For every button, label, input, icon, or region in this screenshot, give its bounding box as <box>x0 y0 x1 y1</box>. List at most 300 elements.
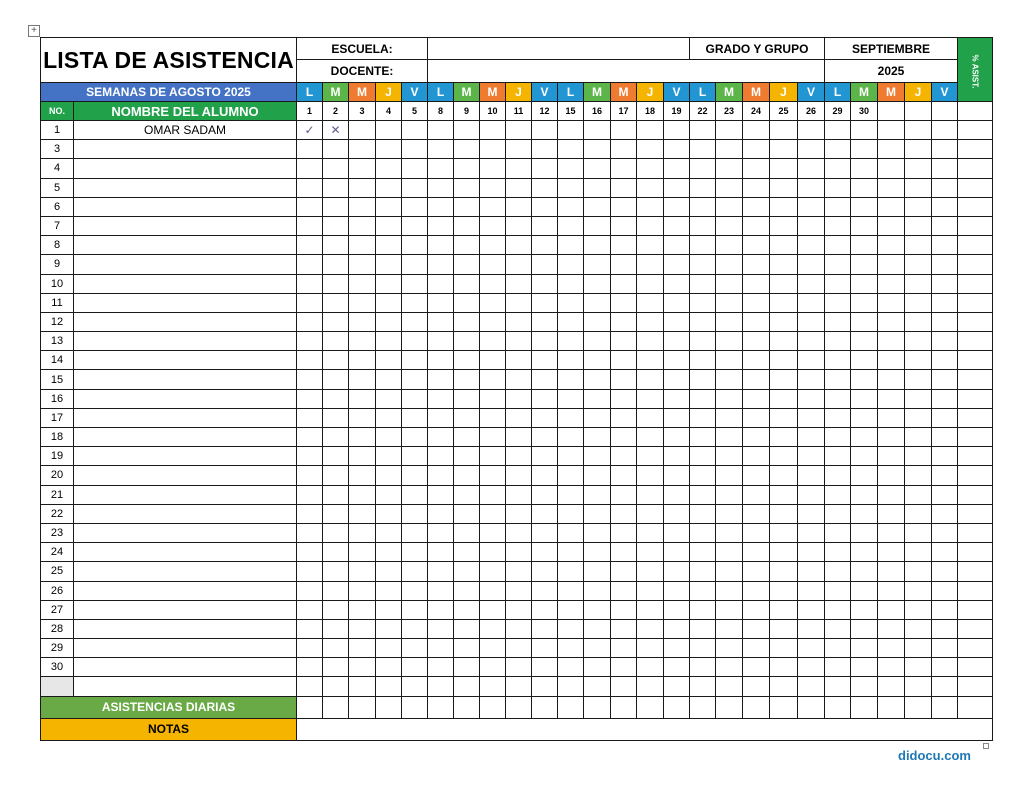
student-name[interactable] <box>74 600 297 619</box>
daily-total-cell[interactable] <box>716 696 743 718</box>
attendance-cell[interactable] <box>532 389 558 408</box>
attendance-cell[interactable] <box>770 523 798 542</box>
attendance-cell[interactable] <box>637 619 664 638</box>
attendance-cell[interactable] <box>532 332 558 351</box>
attendance-cell[interactable] <box>297 197 323 216</box>
attendance-cell[interactable] <box>716 370 743 389</box>
table-resize-handle-icon[interactable] <box>983 743 989 749</box>
attendance-cell[interactable] <box>584 658 611 677</box>
attendance-cell[interactable] <box>851 216 878 235</box>
attendance-cell[interactable] <box>716 447 743 466</box>
attendance-cell[interactable] <box>558 543 584 562</box>
attendance-cell[interactable] <box>637 121 664 140</box>
attendance-cell[interactable] <box>851 447 878 466</box>
attendance-cell[interactable] <box>851 543 878 562</box>
attendance-cell[interactable] <box>349 351 376 370</box>
attendance-cell[interactable] <box>637 370 664 389</box>
attendance-cell[interactable] <box>878 639 905 658</box>
attendance-cell[interactable] <box>664 255 690 274</box>
attendance-cell[interactable] <box>349 408 376 427</box>
attendance-cell[interactable] <box>932 370 958 389</box>
attendance-cell[interactable] <box>480 581 506 600</box>
attendance-cell[interactable] <box>376 197 402 216</box>
daily-total-cell[interactable] <box>297 696 323 718</box>
attendance-cell[interactable] <box>532 600 558 619</box>
attendance-cell[interactable] <box>770 370 798 389</box>
attendance-cell[interactable] <box>349 140 376 159</box>
attendance-cell[interactable] <box>584 197 611 216</box>
attendance-cell[interactable] <box>664 485 690 504</box>
attendance-cell[interactable] <box>349 312 376 331</box>
attendance-cell[interactable] <box>376 466 402 485</box>
attendance-cell[interactable] <box>428 121 454 140</box>
attendance-cell[interactable] <box>743 389 770 408</box>
attendance-cell[interactable] <box>798 255 825 274</box>
attendance-cell[interactable] <box>851 351 878 370</box>
attendance-cell[interactable] <box>611 370 637 389</box>
attendance-cell[interactable] <box>297 274 323 293</box>
attendance-cell[interactable] <box>454 639 480 658</box>
student-name[interactable] <box>74 523 297 542</box>
attendance-cell[interactable] <box>743 485 770 504</box>
attendance-cell[interactable] <box>323 351 349 370</box>
attendance-cell[interactable] <box>428 197 454 216</box>
attendance-cell[interactable] <box>637 677 664 696</box>
attendance-cell[interactable] <box>905 543 932 562</box>
attendance-cell[interactable] <box>480 274 506 293</box>
attendance-cell[interactable] <box>480 236 506 255</box>
attendance-cell[interactable] <box>878 351 905 370</box>
attendance-cell[interactable] <box>716 178 743 197</box>
student-name[interactable] <box>74 562 297 581</box>
attendance-cell[interactable] <box>637 274 664 293</box>
attendance-cell[interactable] <box>958 178 993 197</box>
attendance-cell[interactable] <box>297 677 323 696</box>
attendance-cell[interactable] <box>690 312 716 331</box>
attendance-cell[interactable] <box>664 523 690 542</box>
attendance-cell[interactable] <box>611 408 637 427</box>
attendance-cell[interactable] <box>878 159 905 178</box>
student-name[interactable] <box>74 140 297 159</box>
attendance-cell[interactable] <box>428 428 454 447</box>
attendance-cell[interactable] <box>690 485 716 504</box>
attendance-cell[interactable] <box>690 274 716 293</box>
daily-total-cell[interactable] <box>664 696 690 718</box>
attendance-cell[interactable] <box>905 466 932 485</box>
attendance-cell[interactable] <box>851 619 878 638</box>
attendance-cell[interactable] <box>532 543 558 562</box>
attendance-cell[interactable] <box>825 639 851 658</box>
attendance-cell[interactable] <box>932 658 958 677</box>
attendance-cell[interactable] <box>558 332 584 351</box>
attendance-cell[interactable] <box>905 447 932 466</box>
attendance-cell[interactable] <box>825 197 851 216</box>
attendance-cell[interactable] <box>770 600 798 619</box>
attendance-cell[interactable] <box>690 255 716 274</box>
attendance-cell[interactable] <box>637 351 664 370</box>
attendance-cell[interactable] <box>532 197 558 216</box>
attendance-cell[interactable] <box>851 677 878 696</box>
attendance-cell[interactable] <box>611 639 637 658</box>
attendance-cell[interactable] <box>376 639 402 658</box>
attendance-cell[interactable] <box>878 677 905 696</box>
attendance-cell[interactable] <box>402 619 428 638</box>
attendance-cell[interactable] <box>323 197 349 216</box>
attendance-cell[interactable] <box>958 293 993 312</box>
student-name[interactable] <box>74 428 297 447</box>
attendance-cell[interactable] <box>480 178 506 197</box>
attendance-cell[interactable] <box>637 466 664 485</box>
attendance-cell[interactable] <box>480 197 506 216</box>
attendance-cell[interactable] <box>611 428 637 447</box>
attendance-cell[interactable] <box>297 639 323 658</box>
attendance-cell[interactable] <box>825 600 851 619</box>
attendance-cell[interactable] <box>584 293 611 312</box>
attendance-cell[interactable] <box>770 216 798 235</box>
attendance-cell[interactable] <box>637 428 664 447</box>
attendance-cell[interactable] <box>558 504 584 523</box>
attendance-cell[interactable] <box>958 639 993 658</box>
daily-total-cell[interactable] <box>958 696 993 718</box>
attendance-cell[interactable] <box>743 600 770 619</box>
attendance-cell[interactable] <box>798 428 825 447</box>
attendance-cell[interactable] <box>558 466 584 485</box>
attendance-cell[interactable] <box>716 236 743 255</box>
attendance-cell[interactable] <box>402 466 428 485</box>
attendance-cell[interactable] <box>878 216 905 235</box>
attendance-cell[interactable] <box>825 216 851 235</box>
attendance-cell[interactable] <box>664 216 690 235</box>
attendance-cell[interactable] <box>558 619 584 638</box>
attendance-cell[interactable] <box>584 581 611 600</box>
attendance-cell[interactable] <box>958 140 993 159</box>
attendance-cell[interactable] <box>958 485 993 504</box>
attendance-cell[interactable] <box>349 274 376 293</box>
attendance-cell[interactable] <box>958 543 993 562</box>
attendance-cell[interactable] <box>402 677 428 696</box>
absent-mark-icon[interactable]: ✕ <box>323 121 349 140</box>
school-field[interactable] <box>428 38 690 60</box>
attendance-cell[interactable] <box>428 523 454 542</box>
attendance-cell[interactable] <box>878 178 905 197</box>
attendance-cell[interactable] <box>825 370 851 389</box>
attendance-cell[interactable] <box>506 523 532 542</box>
daily-total-cell[interactable] <box>611 696 637 718</box>
attendance-cell[interactable] <box>690 140 716 159</box>
attendance-cell[interactable] <box>851 658 878 677</box>
attendance-cell[interactable] <box>558 389 584 408</box>
attendance-cell[interactable] <box>932 466 958 485</box>
attendance-cell[interactable] <box>878 466 905 485</box>
attendance-cell[interactable] <box>798 178 825 197</box>
attendance-cell[interactable] <box>584 562 611 581</box>
attendance-cell[interactable] <box>611 447 637 466</box>
table-move-handle-icon[interactable]: + <box>28 25 40 37</box>
attendance-cell[interactable] <box>454 408 480 427</box>
attendance-cell[interactable] <box>690 504 716 523</box>
attendance-cell[interactable] <box>297 562 323 581</box>
attendance-cell[interactable] <box>428 389 454 408</box>
attendance-cell[interactable] <box>402 639 428 658</box>
attendance-cell[interactable] <box>798 408 825 427</box>
attendance-cell[interactable] <box>480 140 506 159</box>
attendance-cell[interactable] <box>611 255 637 274</box>
student-name[interactable] <box>74 639 297 658</box>
attendance-cell[interactable] <box>905 312 932 331</box>
attendance-cell[interactable] <box>584 639 611 658</box>
attendance-cell[interactable] <box>611 197 637 216</box>
attendance-cell[interactable] <box>664 389 690 408</box>
attendance-cell[interactable] <box>558 581 584 600</box>
attendance-cell[interactable] <box>349 658 376 677</box>
attendance-cell[interactable] <box>637 600 664 619</box>
attendance-cell[interactable] <box>323 523 349 542</box>
attendance-cell[interactable] <box>402 159 428 178</box>
attendance-cell[interactable] <box>743 658 770 677</box>
attendance-cell[interactable] <box>932 504 958 523</box>
attendance-cell[interactable] <box>297 543 323 562</box>
attendance-cell[interactable] <box>376 619 402 638</box>
attendance-cell[interactable] <box>480 543 506 562</box>
attendance-cell[interactable] <box>716 428 743 447</box>
attendance-cell[interactable] <box>611 236 637 255</box>
attendance-cell[interactable] <box>958 428 993 447</box>
attendance-cell[interactable] <box>905 332 932 351</box>
attendance-cell[interactable] <box>584 236 611 255</box>
attendance-cell[interactable] <box>584 255 611 274</box>
attendance-cell[interactable] <box>716 658 743 677</box>
attendance-cell[interactable] <box>664 370 690 389</box>
attendance-cell[interactable] <box>716 159 743 178</box>
attendance-cell[interactable] <box>743 639 770 658</box>
attendance-cell[interactable] <box>825 159 851 178</box>
attendance-cell[interactable] <box>743 543 770 562</box>
attendance-cell[interactable] <box>690 523 716 542</box>
attendance-cell[interactable] <box>376 543 402 562</box>
attendance-cell[interactable] <box>297 408 323 427</box>
attendance-cell[interactable] <box>454 236 480 255</box>
daily-total-cell[interactable] <box>905 696 932 718</box>
attendance-cell[interactable] <box>480 466 506 485</box>
attendance-cell[interactable] <box>716 523 743 542</box>
attendance-cell[interactable] <box>297 140 323 159</box>
attendance-cell[interactable] <box>532 562 558 581</box>
attendance-cell[interactable] <box>376 408 402 427</box>
attendance-cell[interactable] <box>690 543 716 562</box>
attendance-cell[interactable] <box>905 351 932 370</box>
attendance-cell[interactable] <box>905 677 932 696</box>
attendance-cell[interactable] <box>376 562 402 581</box>
attendance-cell[interactable] <box>878 236 905 255</box>
attendance-cell[interactable] <box>932 408 958 427</box>
attendance-cell[interactable] <box>932 236 958 255</box>
attendance-cell[interactable] <box>905 600 932 619</box>
attendance-cell[interactable] <box>558 216 584 235</box>
attendance-cell[interactable] <box>454 159 480 178</box>
attendance-cell[interactable] <box>716 293 743 312</box>
attendance-cell[interactable] <box>584 408 611 427</box>
attendance-cell[interactable] <box>454 255 480 274</box>
attendance-cell[interactable] <box>932 428 958 447</box>
student-name[interactable] <box>74 332 297 351</box>
attendance-cell[interactable] <box>376 581 402 600</box>
attendance-cell[interactable] <box>770 389 798 408</box>
attendance-cell[interactable] <box>532 351 558 370</box>
attendance-cell[interactable] <box>323 562 349 581</box>
attendance-cell[interactable] <box>558 159 584 178</box>
attendance-cell[interactable] <box>611 523 637 542</box>
attendance-cell[interactable] <box>932 293 958 312</box>
attendance-cell[interactable] <box>905 428 932 447</box>
attendance-cell[interactable] <box>932 197 958 216</box>
attendance-cell[interactable] <box>454 332 480 351</box>
attendance-cell[interactable] <box>349 600 376 619</box>
attendance-cell[interactable] <box>428 351 454 370</box>
attendance-cell[interactable] <box>825 408 851 427</box>
attendance-cell[interactable] <box>851 332 878 351</box>
attendance-cell[interactable] <box>664 677 690 696</box>
attendance-cell[interactable] <box>932 562 958 581</box>
attendance-cell[interactable] <box>454 312 480 331</box>
attendance-cell[interactable] <box>825 658 851 677</box>
attendance-cell[interactable] <box>798 658 825 677</box>
attendance-cell[interactable] <box>428 504 454 523</box>
attendance-cell[interactable] <box>905 504 932 523</box>
attendance-cell[interactable] <box>743 197 770 216</box>
attendance-cell[interactable] <box>506 159 532 178</box>
attendance-cell[interactable] <box>349 543 376 562</box>
attendance-cell[interactable] <box>506 274 532 293</box>
attendance-cell[interactable] <box>878 581 905 600</box>
attendance-cell[interactable] <box>402 121 428 140</box>
attendance-cell[interactable] <box>905 216 932 235</box>
attendance-cell[interactable] <box>664 197 690 216</box>
attendance-cell[interactable] <box>454 351 480 370</box>
daily-total-cell[interactable] <box>558 696 584 718</box>
attendance-cell[interactable] <box>532 370 558 389</box>
student-name[interactable] <box>74 543 297 562</box>
attendance-cell[interactable] <box>905 408 932 427</box>
attendance-cell[interactable] <box>690 351 716 370</box>
attendance-cell[interactable] <box>532 639 558 658</box>
attendance-cell[interactable] <box>323 428 349 447</box>
attendance-cell[interactable] <box>402 236 428 255</box>
student-name[interactable] <box>74 504 297 523</box>
attendance-cell[interactable] <box>611 600 637 619</box>
attendance-cell[interactable] <box>690 639 716 658</box>
attendance-cell[interactable] <box>905 639 932 658</box>
attendance-cell[interactable] <box>798 447 825 466</box>
attendance-cell[interactable] <box>402 600 428 619</box>
student-name[interactable] <box>74 159 297 178</box>
attendance-cell[interactable] <box>878 562 905 581</box>
attendance-cell[interactable] <box>743 562 770 581</box>
attendance-cell[interactable] <box>532 428 558 447</box>
attendance-cell[interactable] <box>323 466 349 485</box>
attendance-cell[interactable] <box>584 140 611 159</box>
attendance-cell[interactable] <box>376 236 402 255</box>
daily-total-cell[interactable] <box>584 696 611 718</box>
attendance-cell[interactable] <box>376 121 402 140</box>
attendance-cell[interactable] <box>297 236 323 255</box>
attendance-cell[interactable] <box>532 447 558 466</box>
attendance-cell[interactable] <box>611 562 637 581</box>
attendance-cell[interactable] <box>716 562 743 581</box>
attendance-cell[interactable] <box>454 178 480 197</box>
attendance-cell[interactable] <box>480 408 506 427</box>
attendance-cell[interactable] <box>798 274 825 293</box>
attendance-cell[interactable] <box>878 140 905 159</box>
attendance-cell[interactable] <box>690 600 716 619</box>
attendance-cell[interactable] <box>851 236 878 255</box>
attendance-cell[interactable] <box>825 619 851 638</box>
attendance-cell[interactable] <box>905 485 932 504</box>
attendance-cell[interactable] <box>932 255 958 274</box>
attendance-cell[interactable] <box>297 351 323 370</box>
attendance-cell[interactable] <box>611 389 637 408</box>
daily-total-cell[interactable] <box>349 696 376 718</box>
attendance-cell[interactable] <box>743 447 770 466</box>
attendance-cell[interactable] <box>480 677 506 696</box>
attendance-cell[interactable] <box>770 178 798 197</box>
attendance-cell[interactable] <box>506 466 532 485</box>
attendance-cell[interactable] <box>825 389 851 408</box>
attendance-cell[interactable] <box>932 178 958 197</box>
attendance-cell[interactable] <box>770 504 798 523</box>
attendance-cell[interactable] <box>428 677 454 696</box>
student-name[interactable] <box>74 312 297 331</box>
attendance-cell[interactable] <box>506 216 532 235</box>
attendance-cell[interactable] <box>558 121 584 140</box>
daily-total-cell[interactable] <box>323 696 349 718</box>
attendance-cell[interactable] <box>798 562 825 581</box>
attendance-cell[interactable] <box>770 658 798 677</box>
attendance-cell[interactable] <box>402 274 428 293</box>
attendance-cell[interactable] <box>297 332 323 351</box>
attendance-cell[interactable] <box>611 312 637 331</box>
attendance-cell[interactable] <box>349 523 376 542</box>
daily-total-cell[interactable] <box>402 696 428 718</box>
attendance-cell[interactable] <box>743 428 770 447</box>
attendance-cell[interactable] <box>878 274 905 293</box>
attendance-cell[interactable] <box>506 351 532 370</box>
attendance-cell[interactable] <box>323 677 349 696</box>
attendance-cell[interactable] <box>825 332 851 351</box>
attendance-cell[interactable] <box>716 274 743 293</box>
attendance-cell[interactable] <box>664 408 690 427</box>
attendance-cell[interactable] <box>584 370 611 389</box>
student-name[interactable] <box>74 178 297 197</box>
attendance-cell[interactable] <box>637 293 664 312</box>
attendance-cell[interactable] <box>905 140 932 159</box>
attendance-cell[interactable] <box>851 466 878 485</box>
attendance-cell[interactable] <box>402 370 428 389</box>
attendance-cell[interactable] <box>798 389 825 408</box>
attendance-cell[interactable] <box>428 274 454 293</box>
attendance-cell[interactable] <box>905 255 932 274</box>
attendance-cell[interactable] <box>690 178 716 197</box>
attendance-cell[interactable] <box>932 581 958 600</box>
attendance-cell[interactable] <box>690 581 716 600</box>
daily-total-cell[interactable] <box>532 696 558 718</box>
attendance-cell[interactable] <box>532 677 558 696</box>
attendance-cell[interactable] <box>376 216 402 235</box>
attendance-cell[interactable] <box>798 312 825 331</box>
attendance-cell[interactable] <box>932 447 958 466</box>
attendance-cell[interactable] <box>402 428 428 447</box>
student-name[interactable] <box>74 197 297 216</box>
attendance-cell[interactable] <box>664 658 690 677</box>
